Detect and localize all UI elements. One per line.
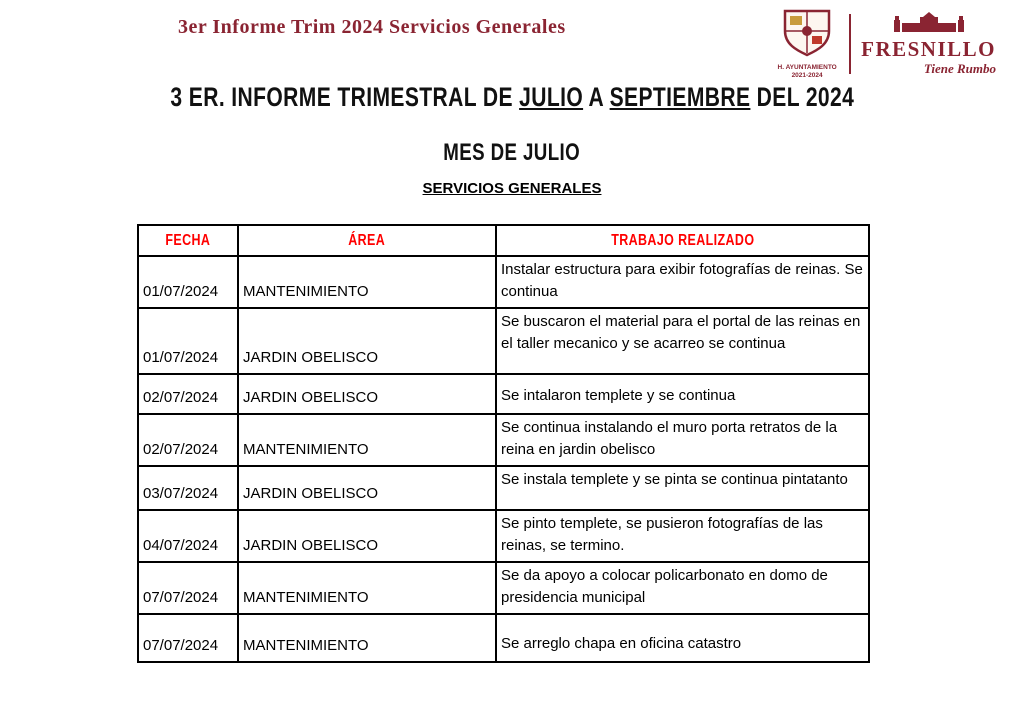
cell-trabajo: Se continua instalando el muro porta retratos de la reina en jardin obelisco [496,414,869,466]
brand-name: FRESNILLO [861,37,996,61]
col-header-fecha: FECHA [138,225,238,256]
cell-area: MANTENIMIENTO [238,614,496,662]
col-header-area: ÁREA [238,225,496,256]
municipality-logo [775,8,996,80]
cell-fecha: 02/07/2024 [138,414,238,466]
cell-fecha: 07/07/2024 [138,562,238,614]
table-row [138,256,869,308]
brand-tagline: Tiene Rumbo [923,61,996,76]
main-title-month-to: SEPTIEMBRE [609,82,751,112]
cell-trabajo: Se buscaron el material para el portal de las reinas en el taller mecanico y se acarreo se continua [496,308,869,374]
cell-fecha: 04/07/2024 [138,510,238,562]
main-title-text [170,82,854,113]
crest-icon [780,8,834,63]
col-header-trabajo: TRABAJO REALIZADO [496,225,869,256]
table-row [138,466,869,510]
main-title-mid: A [582,82,610,112]
main-title-prefix: 3 ER. INFORME TRIMESTRAL DE [170,82,519,112]
cell-area: JARDIN OBELISCO [238,374,496,414]
table-row [138,510,869,562]
cell-area: JARDIN OBELISCO [238,308,496,374]
crest-block [775,8,839,80]
cell-fecha: 02/07/2024 [138,374,238,414]
month-title: MES DE JULIO [443,139,581,166]
cell-area: MANTENIMIENTO [238,256,496,308]
report-header-title: 3er Informe Trim 2024 Servicios Generales [178,16,566,38]
cell-trabajo: Se intalaron templete y se continua [496,374,869,414]
cell-area: JARDIN OBELISCO [238,466,496,510]
cell-trabajo: Instalar estructura para exibir fotografías de reinas. Se continua [496,256,869,308]
main-title-month-from: JULIO [518,82,583,112]
main-title-suffix: DEL 2024 [750,82,854,112]
cell-trabajo: Se da apoyo a colocar policarbonato en domo de presidencia municipal [496,562,869,614]
main-title [0,82,1024,113]
crest-caption [778,64,837,80]
services-table [137,224,870,663]
crest-caption-line2: 2021-2024 [791,72,823,79]
cell-area: MANTENIMIENTO [238,414,496,466]
cell-fecha: 01/07/2024 [138,308,238,374]
cell-fecha: 03/07/2024 [138,466,238,510]
building-icon [890,11,968,38]
table-row [138,414,869,466]
brand-block [861,11,996,77]
cell-area: JARDIN OBELISCO [238,510,496,562]
table-row [138,374,869,414]
table-row [138,562,869,614]
cell-trabajo: Se arreglo chapa en oficina catastro [496,614,869,662]
section-title: SERVICIOS GENERALES [422,180,602,197]
table-row [138,308,869,374]
cell-fecha: 07/07/2024 [138,614,238,662]
table-header-row [138,225,869,256]
cell-fecha: 01/07/2024 [138,256,238,308]
logo-divider [849,14,851,74]
cell-area: MANTENIMIENTO [238,562,496,614]
crest-caption-line1: H. AYUNTAMIENTO [777,64,837,71]
cell-trabajo: Se pinto templete, se pusieron fotografías de las reinas, se termino. [496,510,869,562]
table-row [138,614,869,662]
cell-trabajo: Se instala templete y se pinta se continua pintatanto [496,466,869,510]
